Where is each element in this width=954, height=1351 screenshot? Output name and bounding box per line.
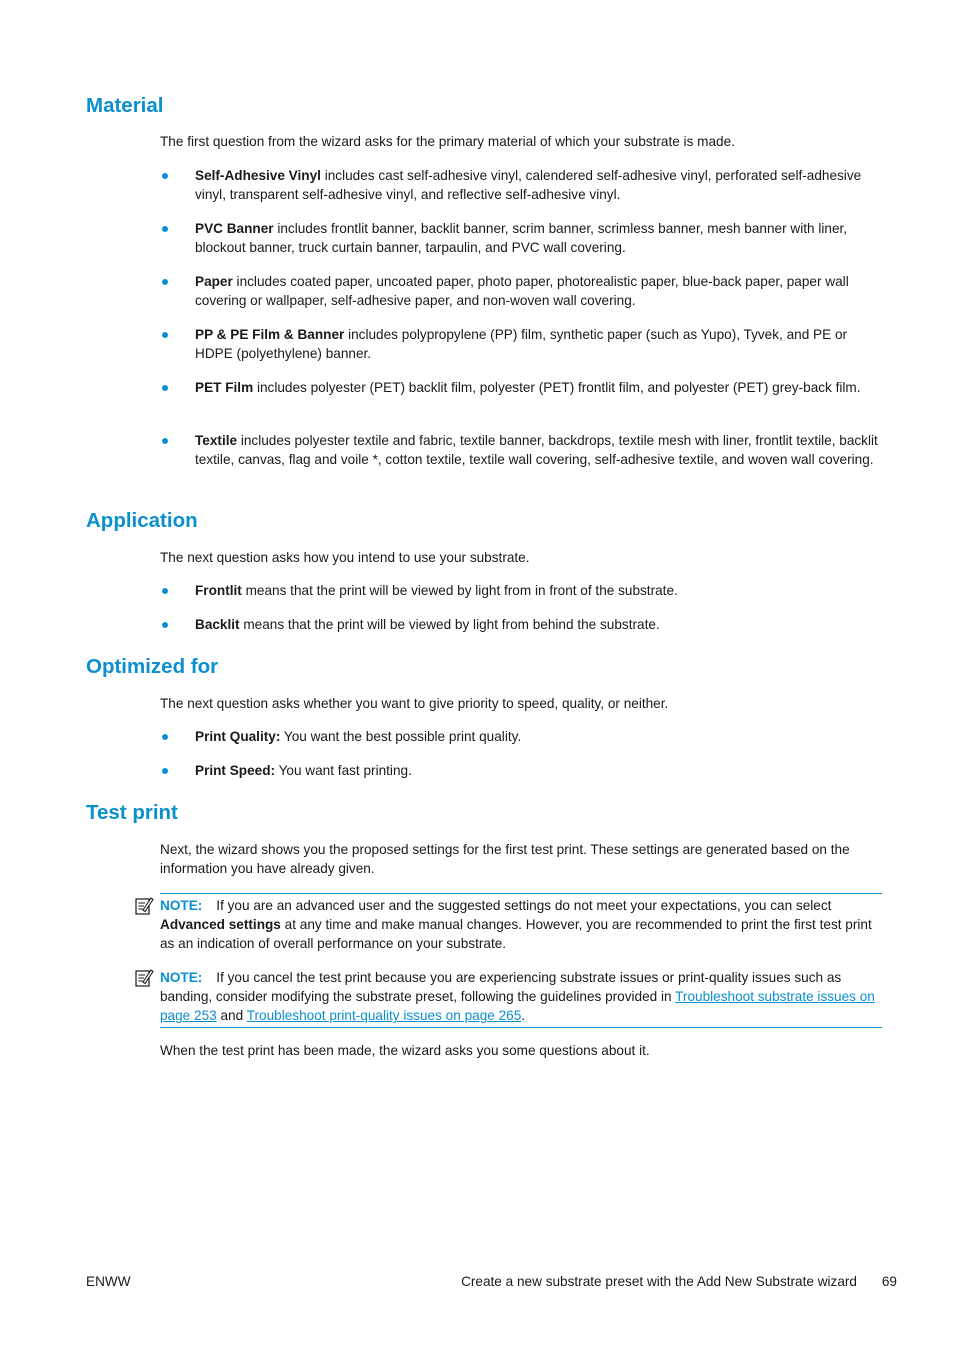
item-text: includes frontlit banner, backlit banner, scrim banner, scrimless banner, mesh banner with liner, blockout banner, truck curtain banner, tarpaulin, and PVC wall covering. bbox=[195, 221, 848, 256]
bullet-dot-icon bbox=[162, 332, 168, 338]
list-item bbox=[160, 166, 882, 204]
note-bold-term: Advanced settings bbox=[160, 917, 281, 933]
bullet-dot-icon bbox=[162, 768, 168, 774]
item-term: Frontlit bbox=[195, 583, 242, 598]
list-item bbox=[160, 761, 882, 780]
item-term: Backlit bbox=[195, 617, 240, 632]
footer-title: Create a new substrate preset with the Add New Substrate wizard bbox=[461, 1274, 857, 1289]
bullet-dot-icon bbox=[162, 226, 168, 232]
item-term: Textile bbox=[195, 433, 238, 448]
list-item bbox=[160, 727, 882, 746]
bullet-dot-icon bbox=[162, 588, 168, 594]
item-text: You want the best possible print quality. bbox=[280, 729, 522, 744]
note-text: . bbox=[521, 1008, 526, 1024]
link-troubleshoot-print-quality[interactable]: Troubleshoot print-quality issues on page 265 bbox=[246, 1008, 522, 1024]
footer-page-number: 69 bbox=[881, 1274, 897, 1289]
link-troubleshoot-substrate[interactable]: Troubleshoot substrate issues on page 253 bbox=[160, 989, 875, 1024]
note-bottom-rule bbox=[160, 1027, 882, 1028]
item-term: Paper bbox=[195, 274, 233, 289]
item-text: includes polyester (PET) backlit film, polyester (PET) frontlit film, and polyester (PET) grey-back film. bbox=[253, 380, 861, 395]
application-intro: The next question asks how you intend to use your substrate. bbox=[160, 550, 530, 565]
item-text: includes polypropylene (PP) film, synthetic paper (such as Yupo), Tyvek, and PE or HDPE (polyethylene) banner. bbox=[195, 327, 848, 362]
list-item bbox=[160, 219, 882, 257]
item-term: Self-Adhesive Vinyl bbox=[195, 168, 321, 183]
item-text: You want fast printing. bbox=[275, 763, 412, 778]
optimized-intro: The next question asks whether you want to give priority to speed, quality, or neither. bbox=[160, 696, 669, 711]
bullet-dot-icon bbox=[162, 385, 168, 391]
bullet-dot-icon bbox=[162, 279, 168, 285]
note-pencil-icon bbox=[134, 896, 154, 916]
note-text: If you cancel the test print because you are experiencing substrate issues or print-quality issues such as banding, consider modifying the substrate preset, following the guidelines provided in bbox=[160, 970, 842, 1005]
note-text: and bbox=[216, 1008, 247, 1024]
item-term: PET Film bbox=[195, 380, 254, 395]
list-item bbox=[160, 581, 882, 600]
bullet-dot-icon bbox=[162, 173, 168, 179]
note-text: at any time and make manual changes. However, you are recommended to print the first test print as an indication of overall performance on your substrate. bbox=[160, 917, 872, 952]
test-print-intro: Next, the wizard shows you the proposed settings for the first test print. These settings are generated based on the information you have already given. bbox=[160, 842, 850, 877]
list-item bbox=[160, 325, 882, 363]
footer-left: ENWW bbox=[86, 1274, 131, 1289]
item-term: Print Quality: bbox=[195, 729, 281, 744]
list-item bbox=[160, 431, 882, 469]
list-item bbox=[160, 272, 882, 310]
note-label: NOTE: bbox=[160, 970, 203, 985]
list-item bbox=[160, 615, 882, 634]
item-text: includes cast self-adhesive vinyl, calendered self-adhesive vinyl, perforated self-adhesive vinyl, transparent self-adhesive vinyl, and reflective self-adhesive vinyl. bbox=[195, 168, 862, 203]
item-text: includes coated paper, uncoated paper, photo paper, photorealistic paper, blue-back paper, paper wall covering or wallpaper, self-adhesive paper, and non-woven wall covering. bbox=[195, 274, 849, 309]
note-box bbox=[134, 896, 882, 954]
bullet-dot-icon bbox=[162, 734, 168, 740]
material-intro: The first question from the wizard asks for the primary material of which your substrate is made. bbox=[160, 134, 735, 149]
test-print-closing: When the test print has been made, the wizard asks you some questions about it. bbox=[160, 1043, 650, 1058]
item-text: means that the print will be viewed by light from in front of the substrate. bbox=[241, 583, 678, 598]
heading-material: Material bbox=[86, 94, 164, 117]
note-pencil-icon bbox=[134, 968, 154, 988]
note-label: NOTE: bbox=[160, 898, 203, 913]
note-text: If you are an advanced user and the suggested settings do not meet your expectations, you can select bbox=[216, 898, 832, 913]
item-term: PP & PE Film & Banner bbox=[195, 327, 345, 342]
item-text: includes polyester textile and fabric, textile banner, backdrops, textile mesh with liner, frontlit textile, backlit textile, canvas, flag and voile *, cotton textile, textile wall covering, self-adhesive textile, and woven wall covering. bbox=[195, 433, 878, 468]
bullet-dot-icon bbox=[162, 622, 168, 628]
heading-test-print: Test print bbox=[86, 801, 178, 824]
note-box bbox=[134, 968, 882, 1026]
item-text: means that the print will be viewed by light from behind the substrate. bbox=[239, 617, 660, 632]
item-term: Print Speed: bbox=[195, 763, 276, 778]
item-term: PVC Banner bbox=[195, 221, 274, 236]
heading-optimized-for: Optimized for bbox=[86, 655, 219, 678]
heading-application: Application bbox=[86, 509, 198, 532]
note-top-rule bbox=[160, 893, 882, 894]
bullet-dot-icon bbox=[162, 438, 168, 444]
list-item bbox=[160, 378, 882, 397]
